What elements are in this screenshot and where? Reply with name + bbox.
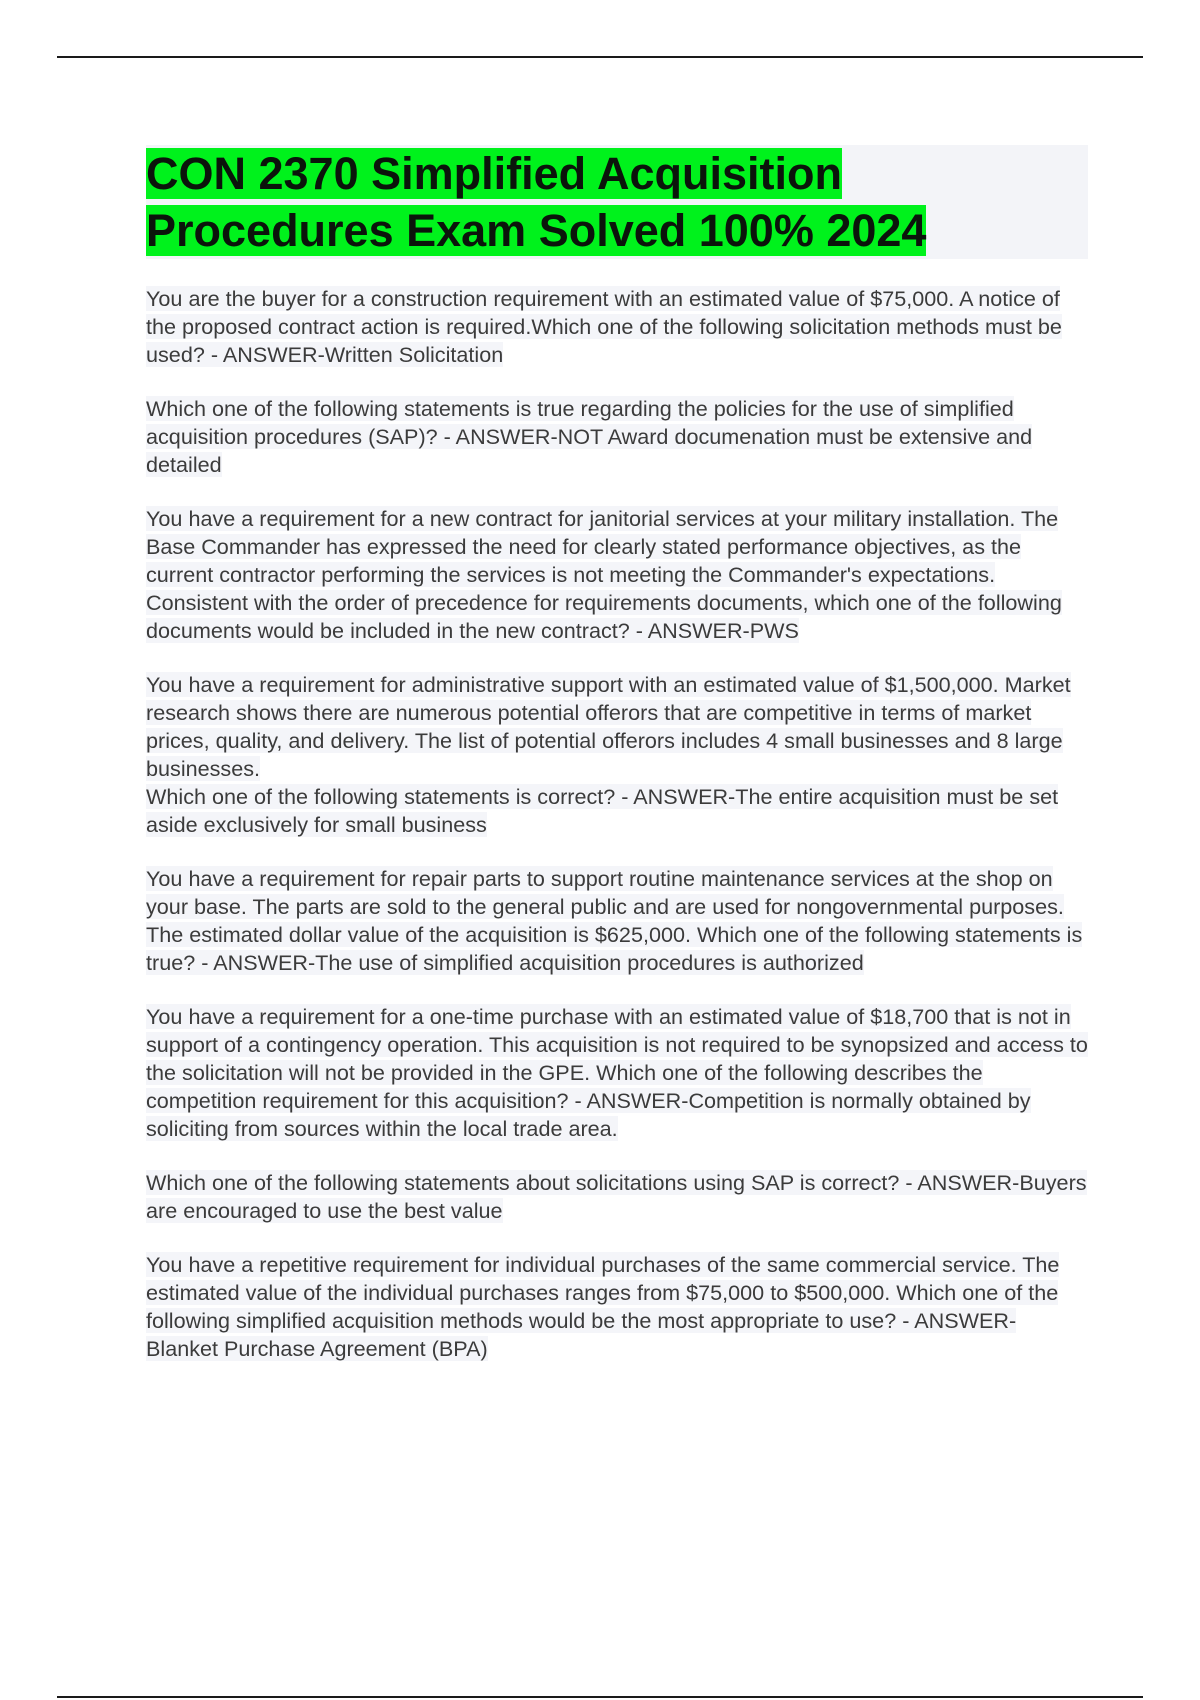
qa-paragraph <box>146 505 1088 589</box>
qa-paragraph <box>146 865 1088 977</box>
qa-text: You have a requirement for a one-time purchase with an estimated value of $18,700 that is not in support of a contingency operation. This acquisition is not required to be synopsized and access to the solicitation will not be provided in the GPE. Which one of the following describes the competition requirement for this acquisition? - ANSWER-Competition is normally obtained by soliciting from sources within the local trade area. <box>146 1004 1088 1141</box>
qa-item-5 <box>146 865 1088 977</box>
qa-item-1 <box>146 285 1088 369</box>
qa-text: You have a requirement for administrative support with an estimated value of $1,500,000. Market research shows there are numerous potential offerors that are competitive in terms of market prices, quality, and delivery. The list of potential offerors includes 4 small businesses and 8 large businesses. <box>146 672 1071 781</box>
qa-paragraph <box>146 1169 1088 1225</box>
top-rule <box>57 56 1143 58</box>
qa-paragraph <box>146 589 1088 645</box>
qa-item-2 <box>146 395 1088 479</box>
qa-paragraph <box>146 395 1088 479</box>
qa-paragraph <box>146 285 1088 369</box>
qa-text: Consistent with the order of precedence for requirements documents, which one of the following documents would be included in the new contract? - ANSWER-PWS <box>146 590 1062 643</box>
qa-paragraph <box>146 671 1088 783</box>
qa-paragraph <box>146 1251 1088 1363</box>
document-title-text: CON 2370 Simplified Acquisition Procedures Exam Solved 100% 2024 <box>146 148 927 256</box>
qa-text: You have a requirement for repair parts to support routine maintenance services at the shop on your base. The parts are sold to the general public and are used for nongovernmental purposes. The estimated dollar value of the acquisition is $625,000. Which one of the following statements is true? - ANSWER-The use of simplified acquisition procedures is authorized <box>146 866 1083 975</box>
document-body <box>146 145 1088 1389</box>
qa-item-4 <box>146 671 1088 839</box>
document-title <box>146 145 1088 259</box>
qa-text: Which one of the following statements about solicitations using SAP is correct? - ANSWER-Buyers are encouraged to use the best value <box>146 1170 1087 1223</box>
qa-paragraph <box>146 1003 1088 1143</box>
qa-text: You have a requirement for a new contract for janitorial services at your military installation. The Base Commander has expressed the need for clearly stated performance objectives, as the current contractor performing the services is not meeting the Commander's expectations. <box>146 506 1059 587</box>
qa-item-3 <box>146 505 1088 645</box>
qa-text: Which one of the following statements is correct? - ANSWER-The entire acquisition must be set aside exclusively for small business <box>146 784 1059 837</box>
qa-text: Which one of the following statements is true regarding the policies for the use of simplified acquisition procedures (SAP)? - ANSWER-NOT Award documenation must be extensive and detailed <box>146 396 1033 477</box>
qa-item-8 <box>146 1251 1088 1363</box>
qa-item-7 <box>146 1169 1088 1225</box>
qa-paragraph <box>146 783 1088 839</box>
title-block <box>146 145 1088 259</box>
qa-text: You have a repetitive requirement for individual purchases of the same commercial service. The estimated value of the individual purchases ranges from $75,000 to $500,000. Which one of the following simplified acquisition methods would be the most appropriate to use? - ANSWER-Blanket Purchase Agreement (BPA) <box>146 1252 1060 1361</box>
qa-text: You are the buyer for a construction requirement with an estimated value of $75,000. A notice of the proposed contract action is required.Which one of the following solicitation methods must be used? - ANSWER-Written Solicitation <box>146 286 1062 367</box>
qa-item-6 <box>146 1003 1088 1143</box>
bottom-rule <box>57 1696 1143 1698</box>
